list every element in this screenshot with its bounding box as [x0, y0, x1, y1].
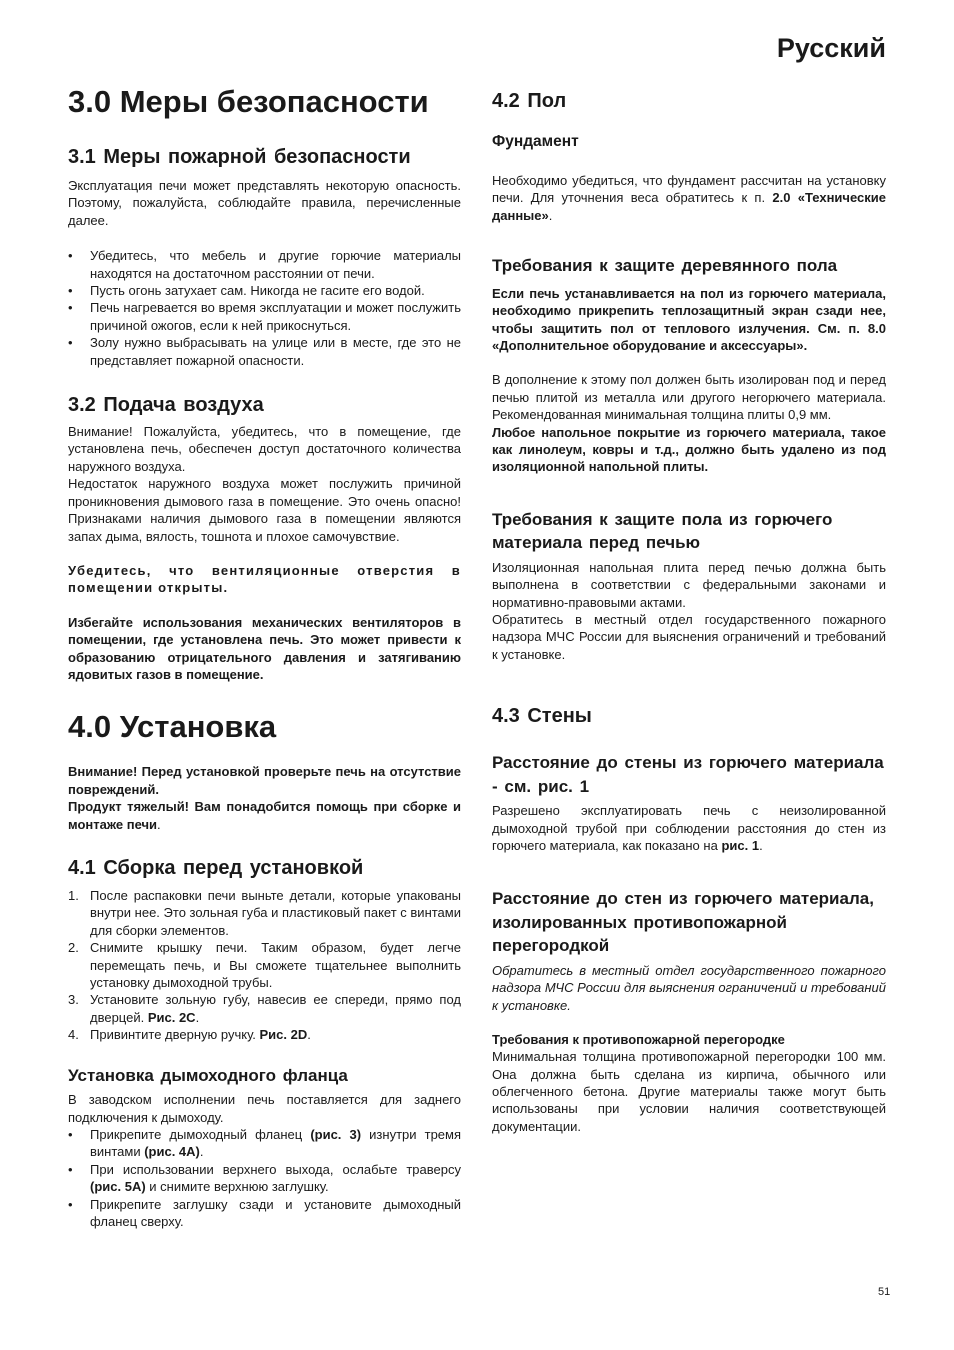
flange-title: Установка дымоходного фланца — [68, 1065, 348, 1085]
text: изнутри тремя винтами — [90, 1126, 462, 1160]
figure-ref: (рис. 3) — [310, 1126, 362, 1142]
left-column — [68, 82, 461, 1230]
wood-floor-text: В дополнение к этому пол должен быть изолирован под и перед печью плитой из металла или другого негорючего материала. Рекомендованная минимальная толщина плиты 0,9 мм. — [492, 372, 886, 423]
list-item: • Прикрепите заглушку сзади и установите дымоходный фланец сверху. — [68, 1196, 461, 1231]
heavy-product-warning: Продукт тяжелый! Вам понадобится помощь при сборке и монтаже печи — [68, 799, 461, 832]
insulated-wall-note: Обратитесь в местный отдел государственного пожарного надзора МЧС России для выяснения ограничений и требований к установке. — [492, 962, 886, 1013]
list-item — [68, 1161, 461, 1196]
insulated-wall-title: Расстояние до стен из горючего материала, изолированных противопожарной перегородкой — [492, 889, 874, 956]
period: . — [759, 838, 763, 854]
fire-safety-list — [68, 247, 461, 369]
section-4-1-title: 4.1 Сборка перед установкой — [68, 856, 364, 879]
step-item — [68, 1026, 461, 1043]
front-floor-p1: Изоляционная напольная плита перед печью должна быть выполнена в соответствии с федеральными законами и нормативно-правовыми актами. — [492, 559, 886, 610]
figure-ref: (рис. 5A) — [90, 1179, 146, 1195]
figure-ref: Рис. 2C — [147, 1009, 196, 1025]
section-ref: 2.0 «Технические данные» — [492, 190, 886, 223]
air-supply-p2: Недостаток наружного воздуха может послужить причиной проникновения дымового газа в помещение. Это очень опасно! Признаками наличия дымового газа в помещении являются запах дыма, вялость, тошнота и плохое самочувствие. — [68, 476, 461, 544]
step-item — [68, 887, 461, 939]
step-number: 1. — [68, 887, 79, 903]
text: и снимите верхнюю заглушку. — [145, 1179, 329, 1195]
assembly-steps — [68, 887, 461, 1044]
step-number: 3. — [68, 992, 79, 1008]
fire-safety-intro: Эксплуатация печи может представлять некоторую опасность. Поэтому, пожалуйста, соблюдайте правила, перечисленные далее. — [68, 178, 461, 228]
text: Разрешено эксплуатировать печь с неизолированной дымоходной трубой при соблюдении расстояния до стен из горючего материала, как показано на — [492, 803, 886, 854]
section-4-0-title: 4.0 Установка — [68, 709, 277, 745]
step-item — [68, 991, 461, 1026]
section-3-1-title: 3.1 Меры пожарной безопасности — [68, 146, 411, 168]
section-4-2-title: 4.2 Пол — [492, 90, 567, 112]
install-warning — [68, 763, 461, 833]
ventilation-warning: Убедитесь, что вентиляционные отверстия в помещении открыты. — [68, 562, 461, 596]
language-label: Русский — [776, 33, 886, 63]
period: . — [195, 1009, 200, 1025]
foundation-text — [492, 172, 886, 224]
section-3-0-title: 3.0 Меры безопасности — [68, 84, 429, 119]
list-item — [68, 1126, 461, 1161]
damage-check-warning: Внимание! Перед установкой проверьте печь на отсутствие повреждений. — [68, 764, 461, 797]
front-floor-p2: Обратитесь в местный отдел государственного пожарного надзора МЧС России для выяснения ограничений и требований к установке. — [492, 612, 886, 662]
fan-warning: Избегайте использования механических вентиляторов в помещении, где установлена печь. Это может привести к образованию отрицательного давления и затягиванию ядовитых газов в помещение. — [68, 614, 461, 682]
wood-floor-bold-2: Любое напольное покрытие из горючего материала, такое как линолеум, ковры и т.д., должно быть удалено из под изоляционной напольной плиты. — [492, 424, 886, 475]
front-floor-title: Требования к защите пола из горючего материала перед печью — [492, 509, 833, 553]
step-number: 4. — [68, 1027, 79, 1043]
period: . — [157, 816, 161, 832]
partition-text: Минимальная толщина противопожарной перегородки 100 мм. Она должна быть сделана из кирпича, обычного или облегченного бетона. Другие материалы также могут быть использованы при условии наличия соответствующей документации. — [492, 1049, 886, 1134]
list-item: • Золу нужно выбрасывать на улице или в месте, где это не представляет пожарной опасности. — [68, 334, 461, 369]
step-text: Установите зольную губу, навесив ее спереди, прямо под дверцей. — [90, 992, 461, 1025]
foundation-title: Фундамент — [492, 133, 579, 150]
combustible-wall-text — [492, 802, 886, 854]
section-4-3-title: 4.3 Стены — [492, 705, 592, 728]
flange-list — [68, 1126, 461, 1230]
period: . — [548, 207, 553, 223]
step-number: 2. — [68, 940, 79, 956]
figure-ref: (рис. 4A) — [144, 1144, 200, 1160]
section-3-2-title: 3.2 Подача воздуха — [68, 394, 264, 417]
text: Необходимо убедиться, что фундамент рассчитан на установку печи. Для уточнения веса обратитесь к п. — [492, 173, 886, 206]
page-number: 51 — [878, 1286, 891, 1298]
figure-ref: рис. 1 — [721, 838, 760, 854]
period: . — [199, 1144, 204, 1160]
combustible-wall-title: Расстояние до стены из горючего материала - см. рис. 1 — [492, 753, 884, 796]
period: . — [307, 1027, 311, 1043]
step-text: Привинтите дверную ручку. — [90, 1027, 260, 1043]
list-item: • Пусть огонь затухает сам. Никогда не гасите его водой. — [68, 282, 461, 299]
partition-title: Требования к противопожарной перегородке — [492, 1032, 785, 1048]
air-supply-p1: Внимание! Пожалуйста, убедитесь, что в помещение, где установлена печь, обеспечен доступ достаточного количества наружного воздуха. — [68, 424, 461, 474]
wood-floor-title: Требования к защите деревянного пола — [492, 256, 838, 276]
flange-intro: В заводском исполнении печь поставляется для заднего подключения к дымоходу. — [68, 1092, 461, 1125]
step-text: После распаковки печи выньте детали, которые упакованы внутри нее. Это зольная губа и пластиковый пакет с винтами для сборки элементов. — [90, 887, 461, 938]
step-item — [68, 939, 461, 991]
wood-floor-bold: Если печь устанавливается на пол из горючего материала, необходимо прикрепить теплозащитный экран сзади нее, чтобы защитить пол от теплового излучения. См. п. 8.0 «Дополнительное оборудование и аксессуары». — [492, 285, 886, 353]
figure-ref: Рис. 2D — [259, 1027, 308, 1043]
right-column — [492, 88, 886, 1135]
text: Прикрепите дымоходный фланец — [90, 1126, 311, 1142]
step-text: Снимите крышку печи. Таким образом, будет легче перемещать печь, и Вы сможете тщательнее выполнить установку дымоходной трубы. — [90, 940, 461, 990]
list-item: • Убедитесь, что мебель и другие горючие материалы находятся на достаточном расстоянии от печи. — [68, 247, 461, 282]
list-item: • Печь нагревается во время эксплуатации и может послужить причиной ожогов, если к ней прикоснуться. — [68, 299, 461, 334]
text: При использовании верхнего выхода, ослабьте траверсу — [90, 1161, 461, 1177]
